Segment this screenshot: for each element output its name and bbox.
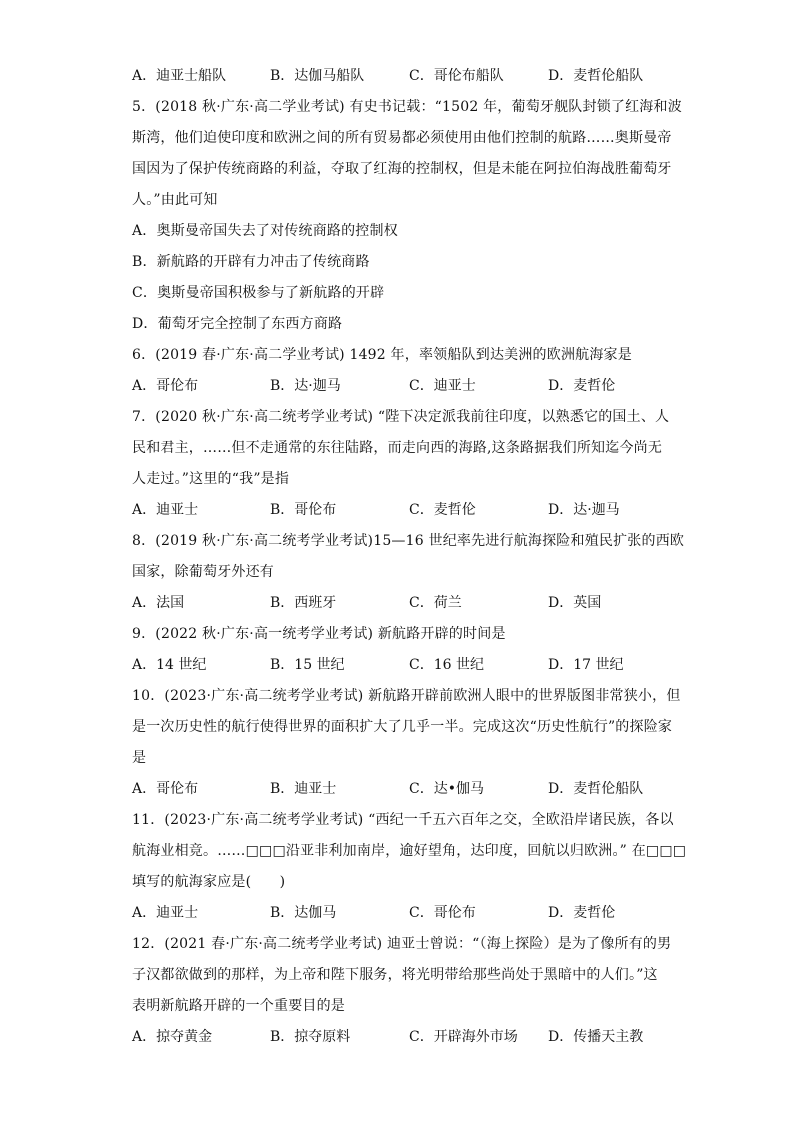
q12-option-b: B．掠夺原料 [270, 1029, 351, 1045]
q6-option-a: A．哥伦布 [132, 378, 199, 394]
q12-option-d: D．传播天主教 [548, 1029, 644, 1045]
q10-option-c: C．达•伽马 [409, 781, 484, 797]
q10-options [132, 779, 692, 799]
q11-option-b: B．达伽马 [270, 905, 337, 921]
q12-option-a: A．掠夺黄金 [132, 1029, 213, 1045]
q10-option-b: B．迪亚士 [270, 781, 337, 797]
q11-option-c: C．哥伦布 [409, 905, 476, 921]
q11-stem-line-2: 航海业相竞。……□□□沿亚非利加南岸，逾好望角，达印度，回航以归欧洲。” 在□□□ [132, 843, 687, 859]
q8-option-d: D．英国 [548, 595, 602, 611]
q6-option-b: B．达·迦马 [270, 378, 341, 394]
q12-stem-line-1: 12．(2021 春·广东·高二统考学业考试) 迪亚士曾说：“（海上探险）是为了像所有的男 [132, 936, 672, 952]
q7-option-a: A．迪亚士 [132, 502, 199, 518]
q7-stem-line-3: 人走过。”这里的“我”是指 [132, 471, 290, 487]
q7-options [132, 500, 692, 520]
q5-stem-line-4: 人。”由此可知 [132, 192, 218, 208]
q9-option-a: A．14 世纪 [132, 657, 207, 673]
q8-option-c: C．荷兰 [409, 595, 462, 611]
q5-stem-line-2: 斯湾，他们迫使印度和欧洲之间的所有贸易都必须使用由他们控制的航路……奥斯曼帝 [132, 130, 672, 146]
q5-option-d: D．葡萄牙完全控制了东西方商路 [132, 316, 343, 332]
q6-option-c: C．迪亚士 [409, 378, 476, 394]
q9-option-c: C．16 世纪 [409, 657, 484, 673]
q9-option-b: B．15 世纪 [270, 657, 345, 673]
q5-option-a: A．奥斯曼帝国失去了对传统商路的控制权 [132, 223, 398, 239]
q11-options [132, 903, 692, 923]
q11-option-a: A．迪亚士 [132, 905, 199, 921]
q7-option-c: C．麦哲伦 [409, 502, 476, 518]
q11-stem-line-1: 11．(2023·广东·高二统考学业考试) “西纪一千五六百年之交，全欧沿岸诸民族，各以 [132, 812, 674, 828]
q5-option-b: B．新航路的开辟有力冲击了传统商路 [132, 254, 370, 270]
q5-stem-line-3: 国因为了保护传统商路的利益，夺取了红海的控制权，但是未能在阿拉伯海战胜葡萄牙 [132, 161, 672, 177]
q9-stem-line-1: 9．(2022 秋·广东·高一统考学业考试) 新航路开辟的时间是 [132, 626, 506, 642]
q8-stem-line-2: 国家，除葡萄牙外还有 [132, 564, 274, 580]
q10-stem-line-2: 是一次历史性的航行使得世界的面积扩大了几乎一半。完成这次“历史性航行”的探险家 [132, 719, 673, 735]
q11-stem-line-3: 填写的航海家应是( ) [132, 874, 286, 890]
q8-options [132, 593, 692, 613]
q4-option-b: B．达伽马船队 [270, 68, 365, 84]
q7-stem-line-1: 7．(2020 秋·广东·高二统考学业考试) “陛下决定派我前往印度，以熟悉它的国土、人 [132, 409, 670, 425]
q8-option-a: A．法国 [132, 595, 185, 611]
q4-options [132, 66, 692, 86]
q7-option-b: B．哥伦布 [270, 502, 337, 518]
q12-options [132, 1027, 692, 1047]
q10-stem-line-1: 10．(2023·广东·高二统考学业考试) 新航路开辟前欧洲人眼中的世界版图非常狭小，但 [132, 688, 681, 704]
q9-options [132, 655, 692, 675]
q8-stem-line-1: 8．(2019 秋·广东·高二统考学业考试)15—16 世纪率先进行航海探险和殖民扩张的西欧 [132, 533, 685, 549]
q6-stem-line-1: 6．(2019 春·广东·高二学业考试) 1492 年，率领船队到达美洲的欧洲航海家是 [132, 347, 632, 363]
q6-option-d: D．麦哲伦 [548, 378, 616, 394]
q7-option-d: D．达·迦马 [548, 502, 620, 518]
q9-option-d: D．17 世纪 [548, 657, 624, 673]
q5-option-c: C．奥斯曼帝国积极参与了新航路的开辟 [132, 285, 385, 301]
q12-stem-line-2: 子汉都欲做到的那样，为上帝和陛下服务，将光明带给那些尚处于黑暗中的人们。”这 [132, 967, 658, 983]
q8-option-b: B．西班牙 [270, 595, 337, 611]
q4-option-a: A．迪亚士船队 [132, 68, 227, 84]
q10-stem-line-3: 是 [132, 750, 147, 766]
q5-stem-line-1: 5．(2018 秋·广东·高二学业考试) 有史书记载：“1502 年，葡萄牙舰队封锁了红海和波 [132, 99, 682, 115]
q10-option-a: A．哥伦布 [132, 781, 199, 797]
q4-option-c: C．哥伦布船队 [409, 68, 504, 84]
q12-stem-line-3: 表明新航路开辟的一个重要目的是 [132, 998, 345, 1014]
q6-options [132, 376, 692, 396]
q7-stem-line-2: 民和君主，……但不走通常的东往陆路，而走向西的海路,这条路据我们所知迄今尚无 [132, 440, 663, 456]
q11-option-d: D．麦哲伦 [548, 905, 616, 921]
q12-option-c: C．开辟海外市场 [409, 1029, 518, 1045]
q10-option-d: D．麦哲伦船队 [548, 781, 644, 797]
q4-option-d: D．麦哲伦船队 [548, 68, 644, 84]
